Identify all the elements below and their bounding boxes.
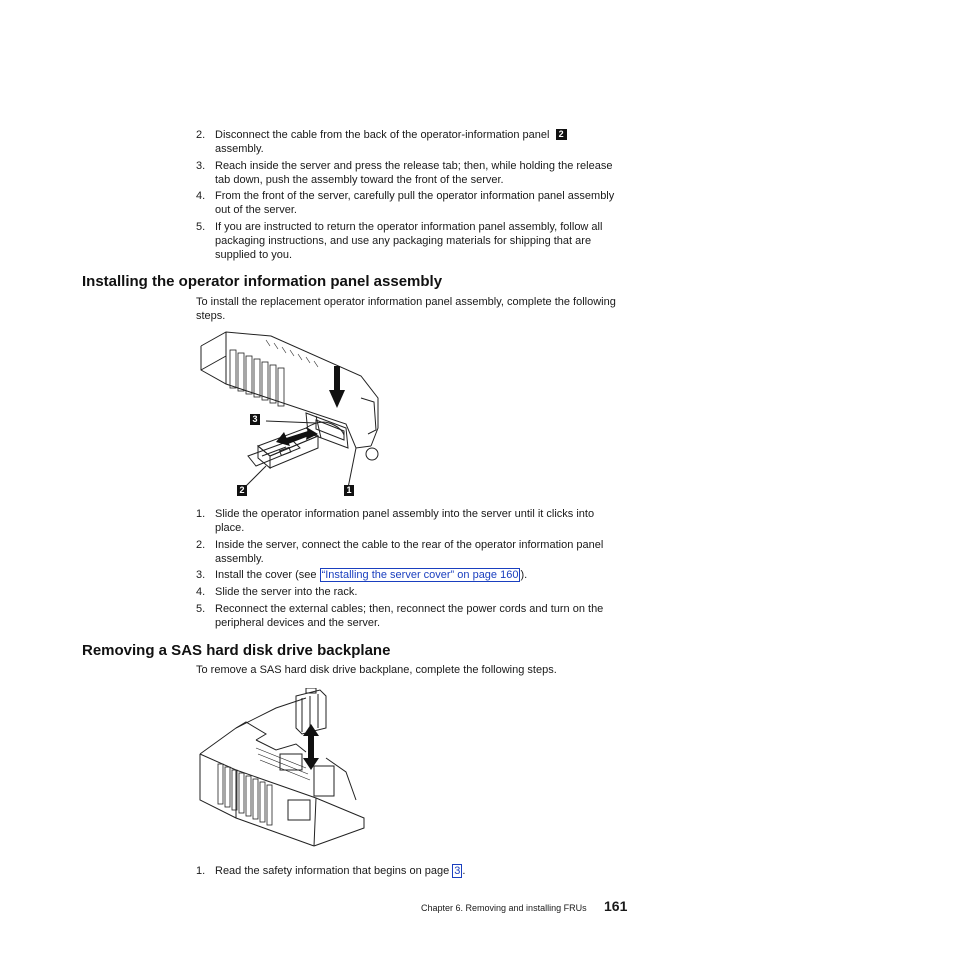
figure-callout-3: 3 (250, 414, 260, 425)
callout-badge: 2 (556, 129, 567, 140)
step-text: Disconnect the cable from the back of the operator-information panel (215, 129, 550, 141)
figure-callout-1: 1 (344, 485, 354, 496)
install-section-heading: Installing the operator information panel assembly (82, 273, 443, 290)
install-step-1: 1. Slide the operator information panel assembly into the server until it clicks into place. (196, 507, 626, 535)
step-text: Install the cover (see (215, 569, 320, 581)
install-step-4: 4. Slide the server into the rack. (196, 585, 626, 599)
install-figure (196, 328, 386, 500)
removal-step-4: 4. From the front of the server, carefully pull the operator information panel assembly out of the server. (196, 189, 626, 217)
page-number: 161 (604, 898, 628, 914)
step-text-end: . (462, 865, 466, 877)
install-step-2: 2. Inside the server, connect the cable to the rear of the operator information panel assembly. (196, 538, 626, 566)
step-text: Read the safety information that begins on page (215, 865, 453, 877)
step-text-cont: assembly. (215, 143, 264, 155)
removal-step-3: 3. Reach inside the server and press the release tab; then, while holding the release tab down, push the assembly toward the front of the server. (196, 159, 626, 187)
step-text: From the front of the server, carefully pull the operator information panel assembly out of the server. (215, 190, 615, 216)
step-text: Slide the operator information panel assembly into the server until it clicks into place. (215, 508, 595, 534)
step-text: Reconnect the external cables; then, reconnect the power cords and turn on the peripheral devices and the server. (215, 603, 604, 629)
step-text: Slide the server into the rack. (215, 586, 358, 598)
install-intro: To install the replacement operator information panel assembly, complete the following steps. (196, 296, 616, 322)
figure-callout-2: 2 (237, 485, 247, 496)
backplane-removal-illustration (196, 688, 368, 850)
footer-chapter-label: Chapter 6. Removing and installing FRUs (421, 903, 587, 913)
cross-reference-link-safety[interactable]: 3 (454, 865, 461, 877)
removal-step-2: 2. Disconnect the cable from the back of the operator-information panel 2 assembly. (196, 128, 626, 156)
step-text-end: ). (520, 569, 528, 581)
cross-reference-link-server-cover[interactable]: “Installing the server cover” on page 160 (321, 569, 519, 581)
remove-step-1: 1. Read the safety information that begins on page 3 . (196, 865, 466, 877)
step-text: Reach inside the server and press the release tab; then, while holding the release tab down, push the assembly toward the front of the server. (215, 160, 613, 186)
step-text: Inside the server, connect the cable to the rear of the operator information panel assembly. (215, 539, 604, 565)
install-step-5: 5. Reconnect the external cables; then, reconnect the power cords and turn on the peripheral devices and the server. (196, 602, 626, 630)
step-text: If you are instructed to return the operator information panel assembly, follow all packaging instructions, and use any packaging materials for shipping that are supplied to you. (215, 221, 603, 261)
install-step-3: 3. Install the cover (see “Installing the server cover” on page 160 ). (196, 569, 528, 581)
remove-section-heading: Removing a SAS hard disk drive backplane (82, 642, 391, 659)
remove-intro: To remove a SAS hard disk drive backplane, complete the following steps. (196, 664, 557, 676)
backplane-figure (196, 688, 368, 850)
operator-panel-install-illustration (196, 328, 386, 500)
removal-step-5: 5. If you are instructed to return the operator information panel assembly, follow all packaging instructions, and use any packaging materials for shipping that are supplied to you. (196, 220, 626, 262)
